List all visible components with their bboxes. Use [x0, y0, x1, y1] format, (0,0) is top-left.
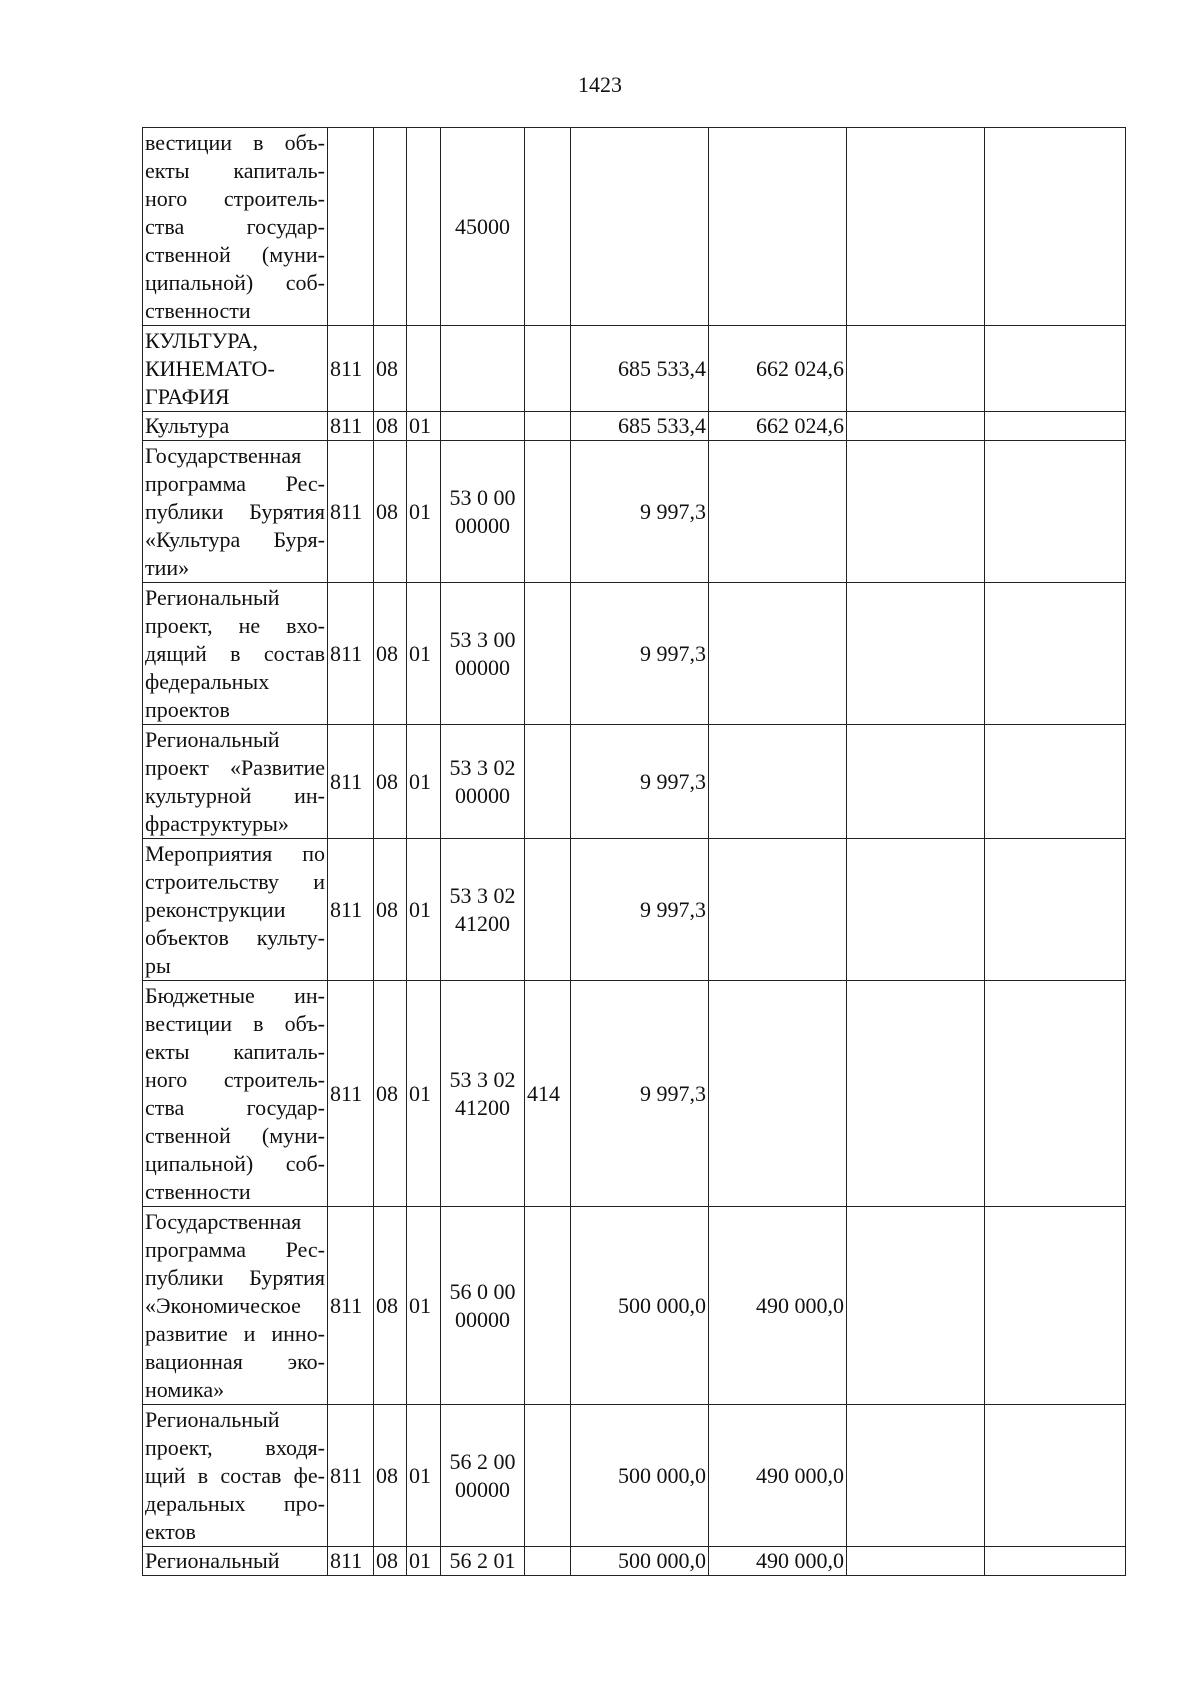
target-code-line: 53 3 02	[449, 882, 516, 908]
item-name-line: ного строитель-	[145, 1066, 325, 1092]
admin-code-cell: 811	[328, 583, 374, 725]
target-code-cell	[441, 725, 525, 839]
item-name-line: публики Бурятия	[145, 498, 325, 524]
subsection-code-cell: 01	[407, 441, 441, 583]
item-name-line: ственности	[145, 297, 251, 323]
target-code-line: 00000	[455, 654, 510, 680]
item-name-line: тии»	[145, 554, 190, 580]
target-code-line: 00000	[455, 1476, 510, 1502]
amount-2-cell: 490 000,0	[709, 1547, 847, 1576]
item-name-line: федеральных	[145, 668, 270, 694]
target-code-cell	[441, 839, 525, 981]
subsection-code-cell: 01	[407, 412, 441, 441]
target-code-line: 45000	[455, 213, 510, 239]
amount-4-cell	[985, 326, 1126, 412]
item-name-cell	[143, 128, 328, 326]
amount-2-cell: 490 000,0	[709, 1405, 847, 1547]
amount-2-cell	[709, 839, 847, 981]
item-name-line: ственной (муни-	[145, 1122, 325, 1148]
item-name-line: Бюджетные ин-	[145, 982, 325, 1008]
item-name-line: строительству и	[145, 868, 325, 894]
admin-code-cell	[328, 128, 374, 326]
item-name-cell	[143, 981, 328, 1207]
section-code-cell: 08	[374, 725, 407, 839]
item-name-line: ного строитель-	[145, 185, 325, 211]
subsection-code-cell: 01	[407, 583, 441, 725]
item-name-cell	[143, 441, 328, 583]
item-name-line: номика»	[145, 1376, 225, 1402]
item-name-line: проект, не вхо-	[145, 612, 325, 638]
item-name-line: объектов культу-	[145, 924, 325, 950]
amount-4-cell	[985, 1547, 1126, 1576]
amount-3-cell	[847, 412, 985, 441]
item-name-line: ципальной) соб-	[145, 1150, 325, 1176]
item-name-line: ственной (муни-	[145, 241, 325, 267]
item-name-line: ГРАФИЯ	[145, 383, 230, 409]
admin-code-cell: 811	[328, 725, 374, 839]
target-code-line: 53 0 00	[449, 484, 516, 510]
page-number: 1423	[578, 72, 622, 97]
item-name-line: развитие и инно-	[145, 1320, 325, 1346]
section-code-cell: 08	[374, 981, 407, 1207]
target-code-line: 00000	[455, 1306, 510, 1332]
amount-2-cell: 662 024,6	[709, 326, 847, 412]
item-name-line: Региональный	[145, 726, 280, 752]
expense-type-cell	[525, 326, 571, 412]
amount-3-cell	[847, 326, 985, 412]
item-name-line: культурной ин-	[145, 782, 325, 808]
amount-1-cell: 9 997,3	[571, 981, 709, 1207]
item-name-cell	[143, 412, 328, 441]
table-row	[143, 839, 1126, 981]
table-row	[143, 412, 1126, 441]
item-name-cell	[143, 725, 328, 839]
amount-4-cell	[985, 725, 1126, 839]
expense-type-cell	[525, 1207, 571, 1405]
amount-3-cell	[847, 725, 985, 839]
table-row	[143, 725, 1126, 839]
target-code-line: 56 0 00	[449, 1278, 516, 1304]
amount-1-cell: 9 997,3	[571, 839, 709, 981]
amount-4-cell	[985, 412, 1126, 441]
target-code-line: 56 2 01	[449, 1548, 516, 1573]
item-name-line: Государственная	[145, 442, 302, 468]
item-name-line: КИНЕМАТО-	[145, 355, 275, 381]
amount-3-cell	[847, 1405, 985, 1547]
section-code-cell: 08	[374, 1547, 407, 1576]
table-body	[143, 128, 1126, 1576]
amount-2-cell	[709, 981, 847, 1207]
amount-2-cell	[709, 441, 847, 583]
amount-1-cell: 9 997,3	[571, 725, 709, 839]
target-code-cell	[441, 326, 525, 412]
item-name-line: публики Бурятия	[145, 1264, 325, 1290]
target-code-line: 53 3 02	[449, 1066, 516, 1092]
table-row	[143, 1405, 1126, 1547]
amount-3-cell	[847, 583, 985, 725]
item-name-line: «Культура Буря-	[145, 526, 325, 552]
admin-code-cell: 811	[328, 412, 374, 441]
subsection-code-cell	[407, 128, 441, 326]
item-name-cell	[143, 326, 328, 412]
section-code-cell: 08	[374, 583, 407, 725]
item-name-line: екты капиталь-	[145, 157, 325, 183]
admin-code-cell: 811	[328, 441, 374, 583]
admin-code-cell: 811	[328, 1405, 374, 1547]
item-name-line: реконструкции	[145, 896, 286, 922]
item-name-line: вационная эко-	[145, 1348, 325, 1374]
amount-4-cell	[985, 981, 1126, 1207]
item-name-line: проектов	[145, 696, 230, 722]
amount-2-cell: 662 024,6	[709, 412, 847, 441]
item-name-line: щий в состав фе-	[145, 1462, 325, 1488]
amount-2-cell	[709, 128, 847, 326]
budget-table	[142, 127, 1126, 1576]
expense-type-cell	[525, 412, 571, 441]
item-name-cell	[143, 839, 328, 981]
target-code-cell	[441, 1207, 525, 1405]
target-code-cell	[441, 1547, 525, 1576]
item-name-line: дящий в состав	[145, 640, 325, 666]
expense-type-cell	[525, 128, 571, 326]
target-code-cell	[441, 128, 525, 326]
item-name-line: Мероприятия по	[145, 840, 325, 866]
expense-type-cell	[525, 583, 571, 725]
subsection-code-cell	[407, 326, 441, 412]
subsection-code-cell: 01	[407, 1547, 441, 1576]
target-code-line: 56 2 00	[449, 1448, 516, 1474]
target-code-line: 53 3 02	[449, 754, 516, 780]
amount-1-cell: 9 997,3	[571, 583, 709, 725]
section-code-cell: 08	[374, 1405, 407, 1547]
amount-2-cell	[709, 725, 847, 839]
table-row	[143, 1547, 1126, 1576]
expense-type-cell	[525, 839, 571, 981]
section-code-cell	[374, 128, 407, 326]
target-code-line: 53 3 00	[449, 626, 516, 652]
amount-1-cell: 9 997,3	[571, 441, 709, 583]
subsection-code-cell: 01	[407, 1207, 441, 1405]
target-code-line: 41200	[455, 1094, 510, 1120]
admin-code-cell: 811	[328, 1207, 374, 1405]
table-row	[143, 583, 1126, 725]
expense-type-cell	[525, 725, 571, 839]
table-row	[143, 128, 1126, 326]
expense-type-cell: 414	[525, 981, 571, 1207]
target-code-cell	[441, 412, 525, 441]
item-name-line: «Экономическое	[145, 1292, 301, 1318]
amount-3-cell	[847, 1547, 985, 1576]
amount-1-cell: 500 000,0	[571, 1207, 709, 1405]
amount-3-cell	[847, 1207, 985, 1405]
item-name-line: Региональный	[145, 584, 280, 610]
target-code-cell	[441, 981, 525, 1207]
target-code-cell	[441, 583, 525, 725]
amount-4-cell	[985, 441, 1126, 583]
item-name-line: ства государ-	[145, 1094, 325, 1120]
amount-4-cell	[985, 839, 1126, 981]
item-name-line: ственности	[145, 1178, 251, 1204]
section-code-cell: 08	[374, 1207, 407, 1405]
amount-3-cell	[847, 128, 985, 326]
amount-4-cell	[985, 583, 1126, 725]
item-name-line: программа Рес-	[145, 470, 325, 496]
amount-1-cell: 500 000,0	[571, 1547, 709, 1576]
item-name-line: программа Рес-	[145, 1236, 325, 1262]
target-code-cell	[441, 441, 525, 583]
item-name-line: вестиции в объ-	[145, 1010, 325, 1036]
item-name-line: Региональный	[145, 1548, 280, 1573]
section-code-cell: 08	[374, 839, 407, 981]
section-code-cell: 08	[374, 441, 407, 583]
item-name-cell	[143, 1207, 328, 1405]
item-name-line: вестиции в объ-	[145, 129, 325, 155]
amount-1-cell: 685 533,4	[571, 326, 709, 412]
target-code-line: 00000	[455, 512, 510, 538]
item-name-line: фраструктуры»	[145, 810, 289, 836]
amount-1-cell	[571, 128, 709, 326]
subsection-code-cell: 01	[407, 839, 441, 981]
amount-2-cell: 490 000,0	[709, 1207, 847, 1405]
section-code-cell: 08	[374, 412, 407, 441]
item-name-line: Культура	[145, 413, 230, 438]
target-code-line: 41200	[455, 910, 510, 936]
table-row	[143, 326, 1126, 412]
item-name-line: екты капиталь-	[145, 1038, 325, 1064]
table-row	[143, 981, 1126, 1207]
item-name-line: КУЛЬТУРА,	[145, 327, 259, 353]
item-name-cell	[143, 583, 328, 725]
expense-type-cell	[525, 1405, 571, 1547]
target-code-line: 00000	[455, 782, 510, 808]
amount-4-cell	[985, 1207, 1126, 1405]
section-code-cell: 08	[374, 326, 407, 412]
amount-4-cell	[985, 128, 1126, 326]
expense-type-cell	[525, 1547, 571, 1576]
item-name-line: ства государ-	[145, 213, 325, 239]
item-name-cell	[143, 1405, 328, 1547]
expense-type-cell	[525, 441, 571, 583]
admin-code-cell: 811	[328, 839, 374, 981]
item-name-cell	[143, 1547, 328, 1576]
table-row	[143, 441, 1126, 583]
item-name-line: Региональный	[145, 1406, 280, 1432]
target-code-cell	[441, 1405, 525, 1547]
admin-code-cell: 811	[328, 1547, 374, 1576]
item-name-line: ектов	[145, 1518, 196, 1544]
subsection-code-cell: 01	[407, 725, 441, 839]
amount-4-cell	[985, 1405, 1126, 1547]
admin-code-cell: 811	[328, 981, 374, 1207]
item-name-line: ры	[145, 952, 171, 978]
amount-2-cell	[709, 583, 847, 725]
amount-1-cell: 500 000,0	[571, 1405, 709, 1547]
item-name-line: проект «Развитие	[145, 754, 325, 780]
subsection-code-cell: 01	[407, 1405, 441, 1547]
item-name-line: Государственная	[145, 1208, 302, 1234]
item-name-line: проект, входя-	[145, 1434, 325, 1460]
subsection-code-cell: 01	[407, 981, 441, 1207]
amount-3-cell	[847, 441, 985, 583]
amount-3-cell	[847, 839, 985, 981]
admin-code-cell: 811	[328, 326, 374, 412]
table-row	[143, 1207, 1126, 1405]
item-name-line: деральных про-	[145, 1490, 325, 1516]
amount-3-cell	[847, 981, 985, 1207]
amount-1-cell: 685 533,4	[571, 412, 709, 441]
item-name-line: ципальной) соб-	[145, 269, 325, 295]
